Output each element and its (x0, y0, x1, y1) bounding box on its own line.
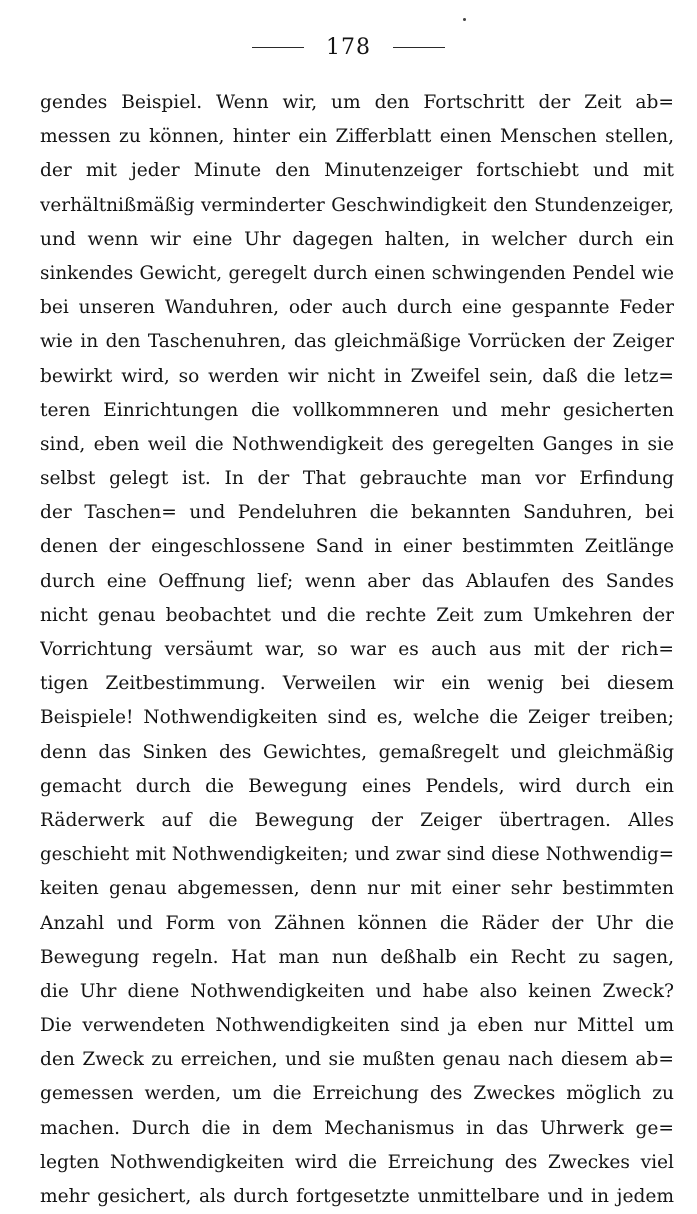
text-line: wie in den Taschenuhren, das gleichmäßige Vorrücken der Zeiger (40, 331, 674, 353)
header-rule-left (252, 47, 304, 48)
text-line: gemessen werden, um die Erreichung des Zweckes möglich zu (40, 1083, 674, 1105)
text-line: Die verwendeten Nothwendigkeiten sind ja eben nur Mittel um (40, 1015, 674, 1037)
text-line: selbst gelegt ist. In der That gebrauchte man vor Erfindung (40, 468, 674, 490)
text-line: legten Nothwendigkeiten wird die Erreichung des Zweckes viel (40, 1151, 674, 1173)
text-line: denen der eingeschlossene Sand in einer bestimmten Zeitlänge (40, 536, 674, 558)
page-header (0, 32, 697, 62)
text-line: Vorrichtung versäumt war, so war es auch aus mit der rich= (40, 639, 674, 660)
text-line: der Taschen= und Pendeluhren die bekannten Sanduhren, bei (40, 502, 674, 524)
text-line: der mit jeder Minute den Minutenzeiger fortschiebt und mit (40, 160, 674, 182)
text-line: und wenn wir eine Uhr dagegen halten, in welcher durch ein (40, 228, 674, 250)
text-line: geschieht mit Nothwendigkeiten; und zwar sind diese Nothwendig= (40, 844, 674, 866)
text-line: tigen Zeitbestimmung. Verweilen wir ein wenig bei diesem (40, 673, 674, 695)
header-rule-right (393, 47, 445, 48)
text-line: bewirkt wird, so werden wir nicht in Zweifel sein, daß die letz= (40, 365, 674, 387)
text-line: den Zweck zu erreichen, und sie mußten genau nach diesem ab= (40, 1049, 674, 1071)
text-line: keiten genau abgemessen, denn nur mit einer sehr bestimmten (40, 878, 674, 900)
text-line: sind, eben weil die Nothwendigkeit des geregelten Ganges in sie (40, 433, 674, 455)
ink-speck (463, 18, 466, 21)
text-line: sinkendes Gewicht, geregelt durch einen schwingenden Pendel wie (40, 262, 674, 284)
text-line: teren Einrichtungen die vollkommneren und mehr gesicherten (40, 399, 674, 421)
text-line: denn das Sinken des Gewichtes, gemaßregelt und gleichmäßig (40, 741, 674, 763)
body-text (40, 86, 674, 1214)
text-line: gendes Beispiel. Wenn wir, um den Fortschritt der Zeit ab= (40, 92, 674, 113)
text-line: durch eine Oeffnung lief; wenn aber das Ablaufen des Sandes (40, 570, 674, 592)
text-line: bei unseren Wanduhren, oder auch durch eine gespannte Feder (40, 297, 674, 319)
page-number: 178 (326, 34, 371, 60)
text-line: messen zu können, hinter ein Zifferblatt einen Menschen stellen, (40, 126, 674, 148)
text-line: Bewegung regeln. Hat man nun deßhalb ein Recht zu sagen, (40, 946, 674, 968)
text-line: Anzahl und Form von Zähnen können die Räder der Uhr die (40, 912, 674, 934)
text-line: nicht genau beobachtet und die rechte Zeit zum Umkehren der (40, 604, 674, 626)
text-line: machen. Durch die in dem Mechanismus in das Uhrwerk ge= (40, 1117, 674, 1139)
text-line: Räderwerk auf die Bewegung der Zeiger übertragen. Alles (40, 809, 674, 831)
text-line: die Uhr diene Nothwendigkeiten und habe also keinen Zweck? (40, 980, 674, 1002)
text-line: Beispiele! Nothwendigkeiten sind es, welche die Zeiger treiben; (40, 707, 674, 729)
text-line: verhältnißmäßig verminderter Geschwindigkeit den Stundenzeiger, (40, 194, 674, 216)
text-line: mehr gesichert, als durch fortgesetzte unmittelbare und in jedem (40, 1186, 674, 1207)
text-line: gemacht durch die Bewegung eines Pendels, wird durch ein (40, 775, 674, 797)
